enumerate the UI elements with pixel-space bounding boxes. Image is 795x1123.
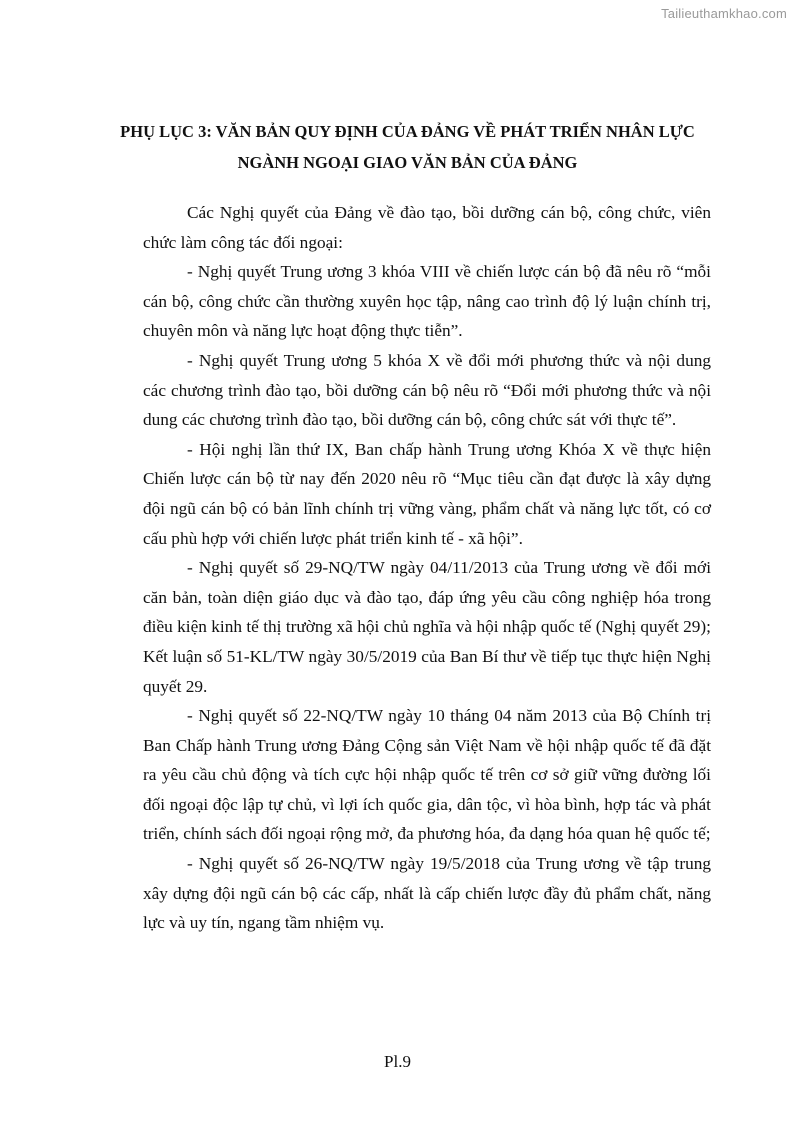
title-line-2: NGÀNH NGOẠI GIAO VĂN BẢN CỦA ĐẢNG [237, 153, 578, 172]
title-line-1: PHỤ LỤC 3: VĂN BẢN QUY ĐỊNH CỦA ĐẢNG VỀ PHÁT TRIỂN NHÂN LỰC [120, 122, 695, 141]
paragraph-resolution-3-viii: - Nghị quyết Trung ương 3 khóa VIII về chiến lược cán bộ đã nêu rõ “mỗi cán bộ, công chức cần thường xuyên học tập, nâng cao trình độ lý luận chính trị, chuyên môn và năng lực hoạt động thực tiễn”. [143, 262, 711, 341]
paragraph-resolution-29: - Nghị quyết số 29-NQ/TW ngày 04/11/2013 của Trung ương về đổi mới căn bản, toàn diện giáo dục và đào tạo, đáp ứng yêu cầu công nghiệp hóa trong điều kiện kinh tế thị trường xã hội chủ nghĩa và hội nhập quốc tế (Nghị quyết 29); Kết luận số 51-KL/TW ngày 30/5/2019 của Ban Bí thư về tiếp tục thực hiện Nghị quyết 29. [143, 558, 711, 696]
page-number: Pl.9 [384, 1052, 411, 1071]
page-title [120, 116, 695, 178]
paragraph-conference-ix: - Hội nghị lần thứ IX, Ban chấp hành Trung ương Khóa X về thực hiện Chiến lược cán bộ từ nay đến 2020 nêu rõ “Mục tiêu cần đạt được là xây dựng đội ngũ cán bộ có bản lĩnh chính trị vững vàng, phẩm chất và năng lực tốt, có cơ cấu phù hợp với chiến lược phát triển kinh tế - xã hội”. [143, 439, 711, 548]
intro-paragraph: Các Nghị quyết của Đảng về đào tạo, bồi dưỡng cán bộ, công chức, viên chức làm công tác đối ngoại: [143, 203, 711, 252]
document-body [143, 198, 711, 938]
watermark: Tailieuthamkhao.com [661, 6, 787, 21]
paragraph-resolution-22: - Nghị quyết số 22-NQ/TW ngày 10 tháng 04 năm 2013 của Bộ Chính trị Ban Chấp hành Trung ương Đảng Cộng sản Việt Nam về hội nhập quốc tế đã đặt ra yêu cầu chủ động và tích cực hội nhập quốc tế trên cơ sở giữ vững đường lối đối ngoại độc lập tự chủ, vì lợi ích quốc gia, dân tộc, vì hòa bình, hợp tác và phát triển, chính sách đối ngoại rộng mở, đa phương hóa, đa dạng hóa quan hệ quốc tế; [143, 706, 711, 844]
paragraph-resolution-5-x: - Nghị quyết Trung ương 5 khóa X về đổi mới phương thức và nội dung các chương trình đào tạo, bồi dưỡng cán bộ nêu rõ “Đổi mới phương thức và nội dung các chương trình đào tạo, bồi dưỡng cán bộ, công chức sát với thực tế”. [143, 350, 711, 430]
paragraph-resolution-26: - Nghị quyết số 26-NQ/TW ngày 19/5/2018 của Trung ương về tập trung xây dựng đội ngũ cán bộ các cấp, nhất là cấp chiến lược đầy đủ phẩm chất, năng lực và uy tín, ngang tầm nhiệm vụ. [143, 854, 711, 933]
